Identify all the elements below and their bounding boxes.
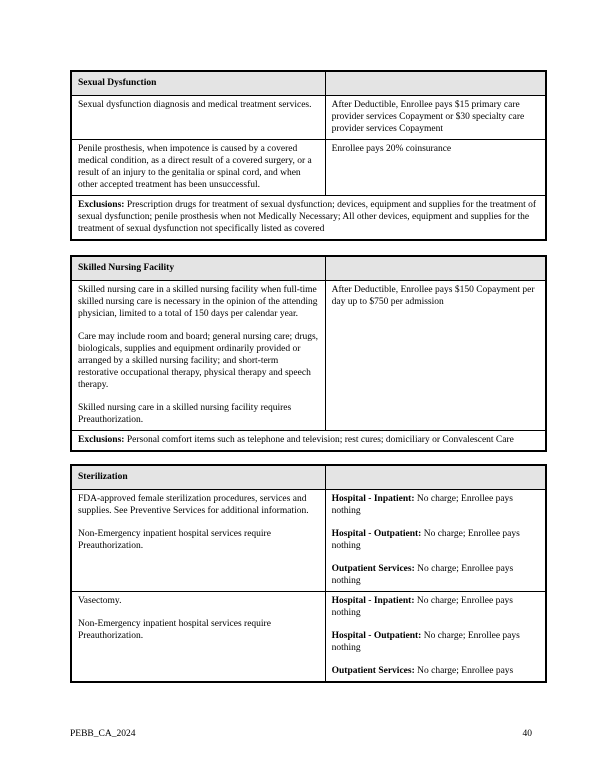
table-header-row: [71, 71, 546, 96]
table-row: [71, 592, 546, 683]
benefit-paragraph: Penile prosthesis, when impotence is caused by a covered medical condition, as a direct result of a covered surgery, or a result of an injury to the genitalia or spinal cord, and when other accepted treatment has been unsuccessful.: [78, 144, 312, 190]
exclusions-cell: [71, 431, 546, 452]
footer-document-id: PEBB_CA_2024: [70, 729, 136, 739]
cost-item-text: No charge; Enrollee pays: [414, 666, 514, 676]
page-footer: [70, 728, 532, 740]
cost-paragraph: After Deductible, Enrollee pays $15 primary care provider services Copayment or $30 specialty care provider services Copayment: [331, 100, 525, 134]
table-title: Sexual Dysfunction: [78, 78, 157, 88]
benefit-description-cell: [71, 490, 325, 592]
cost-share-cell: [325, 490, 546, 592]
cost-item-text: No charge; Enrollee pays nothing: [331, 494, 513, 516]
cost-paragraph: Enrollee pays 20% coinsurance: [331, 144, 452, 154]
benefit-description-cell: [71, 592, 325, 683]
benefit-paragraph: Vasectomy.: [78, 596, 122, 606]
benefit-paragraph: Non-Emergency inpatient hospital services require Preauthorization.: [78, 619, 271, 641]
table-title-cell: [71, 256, 325, 281]
benefit-paragraph: FDA-approved female sterilization procedures, services and supplies. See Preventive Services for additional information.: [78, 494, 309, 516]
exclusions-cell: [71, 196, 546, 241]
table-header-row: [71, 256, 546, 281]
benefit-paragraph: Care may include room and board; general nursing care; drugs, biologicals, supplies and equipment ordinarily provided or arranged by a skilled nursing facility; and short-term restorative occupational therapy, physical therapy and speech therapy.: [78, 332, 319, 390]
footer-page-number: 40: [522, 729, 532, 739]
benefit-paragraph: Non-Emergency inpatient hospital services require Preauthorization.: [78, 529, 271, 551]
benefit-description-cell: [71, 140, 325, 196]
cost-item-label: Outpatient Services:: [331, 666, 415, 676]
exclusions-text: Personal comfort items such as telephone and television; rest cures; domiciliary or Convalescent Care: [124, 435, 514, 445]
exclusions-text: Prescription drugs for treatment of sexual dysfunction; devices, equipment and supplies for the treatment of sexual dysfunction; penile prosthesis when not Medically Necessary; All other devices, equipment and supplies for the treatment of sexual dysfunction not specifically listed as covered: [78, 200, 537, 234]
exclusions-row: [71, 196, 546, 241]
benefit-paragraph: Skilled nursing care in a skilled nursing facility requires Preauthorization.: [78, 403, 292, 425]
cost-share-cell: [325, 592, 546, 683]
table-title: Sterilization: [78, 472, 128, 482]
skilled-nursing-facility-table: [70, 255, 547, 452]
sterilization-table: [70, 464, 547, 683]
exclusions-paragraph: [78, 434, 539, 446]
cost-item-text: No charge; Enrollee pays nothing: [331, 564, 514, 586]
cost-paragraph: After Deductible, Enrollee pays $150 Copayment per day up to $750 per admission: [331, 285, 535, 307]
cost-item-text: No charge; Enrollee pays nothing: [331, 631, 520, 653]
table-row: [71, 490, 546, 592]
cost-item-label: Hospital - Outpatient:: [331, 529, 422, 539]
table-title: Skilled Nursing Facility: [78, 263, 175, 273]
table-title-cell: [71, 71, 325, 96]
cost-share-cell: [325, 140, 546, 196]
cost-item: [332, 493, 539, 517]
cost-item-label: Outpatient Services:: [331, 564, 415, 574]
cost-item: [332, 563, 539, 587]
table-header-empty-cell: [325, 71, 546, 96]
sexual-dysfunction-table: [70, 70, 547, 241]
cost-share-cell: [325, 281, 546, 431]
table-title-cell: [71, 465, 325, 490]
exclusions-row: [71, 431, 546, 452]
content-area: [70, 70, 547, 683]
benefit-description-cell: [71, 281, 325, 431]
cost-item: [332, 630, 539, 654]
table-header-empty-cell: [325, 465, 546, 490]
benefit-description-cell: [71, 96, 325, 140]
table-header-empty-cell: [325, 256, 546, 281]
cost-item-label: Hospital - Outpatient:: [331, 631, 422, 641]
benefit-paragraph: Sexual dysfunction diagnosis and medical treatment services.: [78, 100, 312, 110]
cost-share-cell: [325, 96, 546, 140]
benefit-paragraph: Skilled nursing care in a skilled nursing facility when full-time skilled nursing care is necessary in the opinion of the attending physician, limited to a total of 150 days per calendar year.: [78, 285, 318, 319]
cost-item-text: No charge; Enrollee pays nothing: [331, 529, 520, 551]
exclusions-label: Exclusions:: [78, 435, 125, 445]
exclusions-label: Exclusions:: [78, 200, 125, 210]
cost-item: [332, 665, 539, 677]
table-row: [71, 140, 546, 196]
table-row: [71, 281, 546, 431]
cost-item-label: Hospital - Inpatient:: [331, 596, 415, 606]
cost-item: [332, 595, 539, 619]
table-row: [71, 96, 546, 140]
table-header-row: [71, 465, 546, 490]
exclusions-paragraph: [78, 199, 539, 235]
cost-item-label: Hospital - Inpatient:: [331, 494, 415, 504]
cost-item-text: No charge; Enrollee pays nothing: [331, 596, 513, 618]
cost-item: [332, 528, 539, 552]
